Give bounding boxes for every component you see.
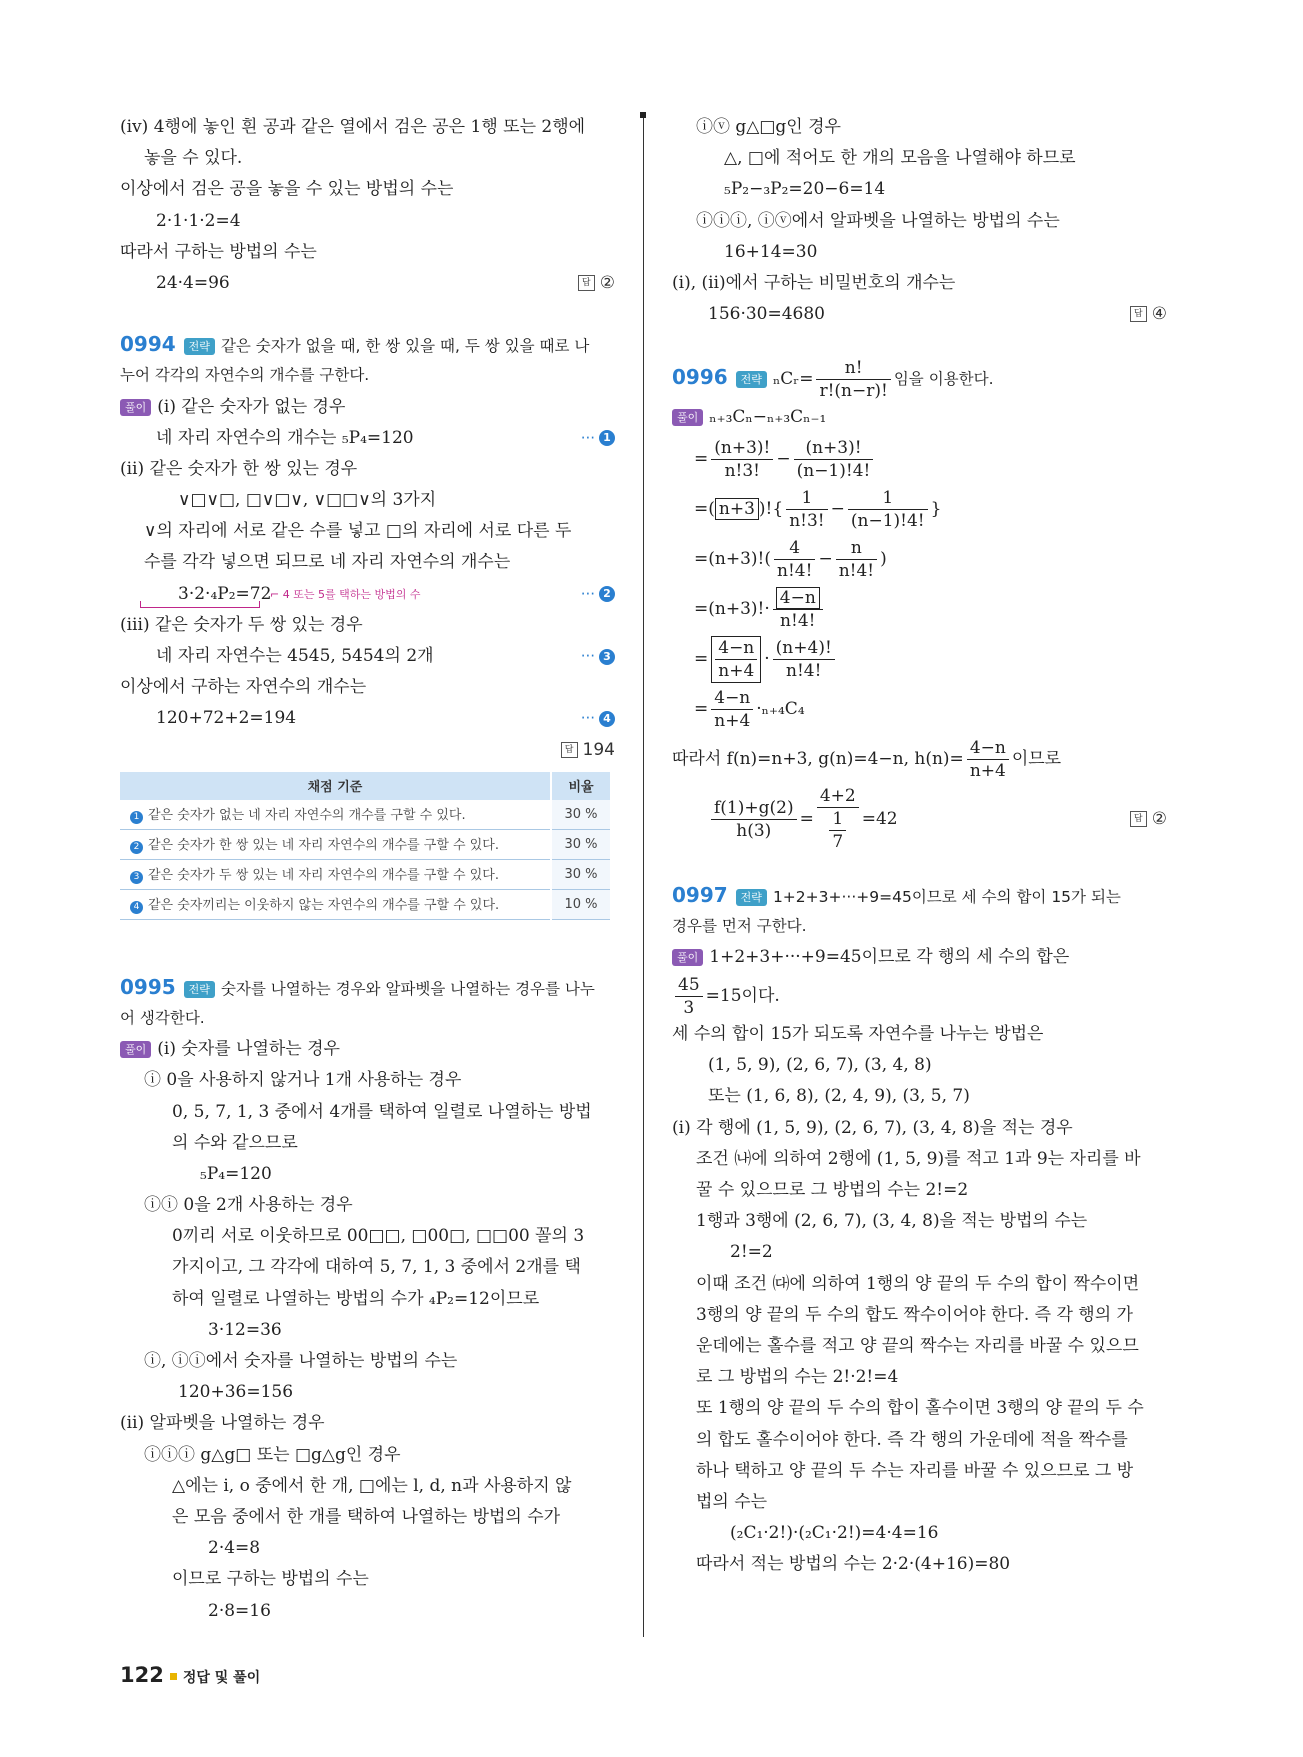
problem-header [120, 329, 615, 360]
text-line: 로 그 방법의 수는 2!·2!=4 [696, 1367, 899, 1388]
spacer [672, 854, 1167, 880]
text-line: (ⅲ) 같은 숫자가 두 쌍 있는 경우 [120, 614, 363, 635]
strategy-tag: 전략 [184, 338, 215, 355]
text-line: 2·4=8 [208, 1538, 261, 1559]
text-line: 156·30=4680 답 ④ [672, 299, 1167, 330]
answer-badge: 답 ② [578, 268, 615, 299]
equation-step: =(n+3)!· $\frac{4-n}{n!4!}$ [672, 584, 1167, 634]
strategy-tag: 전략 [736, 371, 767, 388]
strategy-text: 같은 숫자가 없을 때, 한 쌍 있을 때, 두 쌍 있을 때로 나 [220, 337, 590, 356]
footer-title: 정답 및 풀이 [182, 1670, 261, 1686]
text-line: 0끼리 서로 이웃하므로 00□□, □00□, □□00 꼴의 3 [172, 1226, 585, 1247]
problem-header [120, 972, 615, 1003]
problem-number: 0994 [120, 332, 176, 357]
number-icon: 4 [130, 901, 143, 914]
text-line [120, 268, 615, 299]
text-line: (ⅱ) 알파벳을 나열하는 경우 [120, 1413, 325, 1434]
answer-icon: 답 [1130, 306, 1147, 322]
equation-step: = $\frac{4-n}{n+4}$ · $\frac{(n+4)!}{n!4!}$ [672, 634, 1167, 684]
text-line: 법의 수는 [696, 1491, 768, 1512]
strategy-text: 숫자를 나열하는 경우와 알파벳을 나열하는 경우를 나누 [220, 979, 595, 998]
table-cell: 3 같은 숫자가 두 쌍 있는 네 자리 자연수의 개수를 구할 수 있다. [120, 859, 551, 889]
annotation-note: ⌐ 4 또는 5를 택하는 방법의 수 [270, 587, 421, 601]
table-cell: 10 % [551, 889, 610, 919]
page-footer [120, 1663, 260, 1687]
text-line: 3행의 양 끝의 두 수의 합도 짝수이어야 한다. 즉 각 행의 가 [696, 1304, 1133, 1325]
footer-square-icon [170, 1673, 177, 1680]
text-line: ⓘ, ⓘⓘ에서 숫자를 나열하는 방법의 수는 [144, 1351, 458, 1371]
number-icon: 2 [130, 841, 143, 854]
left-column [120, 112, 615, 1627]
answer-badge: 답 ④ [1130, 299, 1167, 330]
strategy-text: 누어 각각의 자연수의 개수를 구한다. [120, 366, 370, 385]
strategy-tag: 전략 [736, 889, 767, 906]
text-line: 의 합도 홀수이어야 한다. 즉 각 행의 가운데에 적을 짝수를 [696, 1429, 1128, 1450]
table-cell: 30 % [551, 800, 610, 830]
answer-badge: 답 194 [561, 735, 615, 766]
text-line: 조건 ㈏에 의하여 2행에 (1, 5, 9)를 적고 1과 9는 자리를 바 [696, 1148, 1141, 1169]
problem-number: 0995 [120, 974, 176, 999]
grading-table [120, 772, 610, 920]
spacer [672, 330, 1167, 352]
equation-step: $\frac{45}{3}$ =15이다. [672, 973, 1167, 1019]
table-cell: 30 % [551, 859, 610, 889]
table-cell: 2 같은 숫자가 한 쌍 있는 네 자리 자연수의 개수를 구할 수 있다. [120, 829, 551, 859]
text-line: 따라서 적는 방법의 수는 2·2·(4+16)=80 [696, 1554, 1011, 1575]
table-cell: 1 같은 숫자가 없는 네 자리 자연수의 개수를 구할 수 있다. [120, 800, 551, 830]
step-marker-1: ··· 1 [581, 423, 615, 454]
text-line: 풀이 1+2+3+···+9=45이므로 각 행의 세 수의 합은 [672, 942, 1167, 973]
text-line: 이상에서 구하는 자연수의 개수는 [120, 677, 367, 698]
answer-icon: 답 [1130, 811, 1147, 827]
step-marker-3: ··· 3 [581, 641, 615, 672]
solution-tag: 풀이 [672, 949, 703, 966]
text-line: 2!=2 [730, 1242, 773, 1263]
problem-number: 0996 [672, 365, 728, 390]
text-line: ∨□∨□, □∨□∨, ∨□□∨의 3가지 [178, 490, 437, 511]
text-line: 은 모음 중에서 한 개를 택하여 나열하는 방법의 수가 [172, 1506, 561, 1527]
solution-tag: 풀이 [120, 399, 151, 416]
text-line: ₅P₄=120 [200, 1163, 272, 1184]
text-line: 3·2·₄P₂=72 ⌐ 4 또는 5를 택하는 방법의 수 ··· 2 [120, 579, 615, 610]
table-row [120, 889, 610, 919]
fraction: $\frac{n!}{r!(n-r)!}$ [816, 357, 890, 402]
number-icon: 1 [130, 811, 143, 824]
text-line: 세 수의 합이 15가 되도록 자연수를 나누는 방법은 [672, 1024, 1044, 1045]
text-line: 수를 각각 넣으면 되므로 네 자리 자연수의 개수는 [144, 552, 511, 573]
strategy-text: 경우를 먼저 구한다. [672, 916, 807, 935]
text-line: 16+14=30 [724, 241, 818, 262]
text-line: ⓘⓥ g△□g인 경우 [696, 117, 841, 137]
text-line: ⓘⓘⓘ, ⓘⓥ에서 알파벳을 나열하는 방법의 수는 [696, 210, 1060, 231]
text-line: (ⅳ) 4행에 놓인 흰 공과 같은 열에서 검은 공은 1행 또는 2행에 [120, 117, 586, 137]
number-icon: 3 [130, 871, 143, 884]
text-line: 이때 조건 ㈐에 의하여 1행의 양 끝의 두 수의 합이 짝수이면 [696, 1273, 1140, 1294]
text-line: 2·1·1·2=4 [156, 210, 241, 231]
text-line: 풀이 (ⅰ) 숫자를 나열하는 경우 [120, 1034, 615, 1065]
text-line: 120+36=156 [178, 1382, 294, 1403]
answer-badge: 답 ② [1130, 784, 1167, 854]
text-line: △, □에 적어도 한 개의 모음을 나열해야 하므로 [724, 148, 1076, 169]
step-marker-4: ··· 4 [581, 703, 615, 734]
text-line: 네 자리 자연수는 4545, 5454의 2개 ··· 3 [120, 641, 615, 672]
annotation-bracket [140, 601, 260, 608]
text-line: 풀이 (ⅰ) 같은 숫자가 없는 경우 [120, 392, 615, 423]
text-line: (₂C₁·2!)·(₂C₁·2!)=4·4=16 [730, 1523, 939, 1544]
text-line: 풀이 ₙ₊₃Cₙ−ₙ₊₃Cₙ₋₁ [672, 402, 1167, 433]
table-row [120, 800, 610, 830]
text-line: 또는 (1, 6, 8), (2, 4, 9), (3, 5, 7) [708, 1086, 970, 1107]
text-line: 2·8=16 [208, 1600, 271, 1621]
equation-step: $\frac{f(1)+g(2)}{h(3)}$ = $\frac{4+2}{\frac{1}{7}}$ =42 답 ② [672, 784, 1167, 854]
problem-header [672, 880, 1167, 911]
table-cell: 4 같은 숫자끼리는 이웃하지 않는 자연수의 개수를 구할 수 있다. [120, 889, 551, 919]
problem-number: 0997 [672, 882, 728, 907]
text-line: 운데에는 홀수를 적고 양 끝의 짝수는 자리를 바꿀 수 있으므 [696, 1335, 1139, 1356]
text-line: 가지이고, 그 각각에 대하여 5, 7, 1, 3 중에서 2개를 택 [172, 1257, 581, 1278]
text-line: ∨의 자리에 서로 같은 수를 넣고 □의 자리에 서로 다른 두 [144, 521, 572, 542]
text-line: 0, 5, 7, 1, 3 중에서 4개를 택하여 일렬로 나열하는 방법 [172, 1101, 592, 1122]
text-line: 이므로 구하는 방법의 수는 [172, 1569, 369, 1590]
divider-dot [640, 112, 646, 118]
conclusion-line: 따라서 f(n)=n+3, g(n)=4−n, h(n)= $\frac{4-n}{n+4}$ 이므로 [672, 737, 1062, 781]
equation-step: =(n+3)!( $\frac{4}{n!4!}$ − $\frac{n}{n!4!}$ ) [694, 537, 887, 581]
solution-tag: 풀이 [672, 409, 703, 426]
text-line: 또 1행의 양 끝의 두 수의 합이 홀수이면 3행의 양 끝의 두 수 [696, 1398, 1144, 1419]
text-line: (1, 5, 9), (2, 6, 7), (3, 4, 8) [708, 1055, 932, 1076]
equation-step: = $\frac{(n+3)!}{n!3!}$ − $\frac{(n+3)!}{(n-1)!4!}$ [672, 434, 1167, 484]
strategy-tag: 전략 [184, 981, 215, 998]
text-line: 따라서 구하는 방법의 수는 [120, 241, 317, 262]
step-marker-2: ··· 2 [581, 579, 615, 610]
answer-icon: 답 [578, 275, 595, 291]
text-line: 꿀 수 있으므로 그 방법의 수는 2!=2 [696, 1180, 969, 1200]
equation: 24·4=96 [156, 272, 230, 293]
text-line: 네 자리 자연수의 개수는 ₅P₄=120 ··· 1 [120, 423, 615, 454]
text-line: 3·12=36 [208, 1319, 282, 1340]
table-header-row [120, 772, 610, 800]
text-line: 120+72+2=194 ··· 4 [120, 703, 615, 734]
text-line: 1행과 3행에 (2, 6, 7), (3, 4, 8)을 적는 방법의 수는 [696, 1211, 1088, 1232]
text-line: (ⅱ) 같은 숫자가 한 쌍 있는 경우 [120, 458, 358, 479]
strategy-text: 어 생각한다. [120, 1008, 205, 1027]
table-header: 채점 기준 [120, 772, 551, 800]
table-cell: 30 % [551, 829, 610, 859]
spacer [120, 299, 615, 329]
table-header: 비율 [551, 772, 610, 800]
text-line: 이상에서 검은 공을 놓을 수 있는 방법의 수는 [120, 179, 454, 200]
table-row [120, 859, 610, 889]
text-line: ₅P₂−₃P₂=20−6=14 [724, 179, 886, 200]
right-column [672, 112, 1167, 1580]
text-line: 놓을 수 있다. [144, 148, 243, 169]
text-line: (ⅰ) 각 행에 (1, 5, 9), (2, 6, 7), (3, 4, 8)을 적는 경우 [672, 1117, 1073, 1138]
text-line [120, 735, 615, 766]
text-line: ⓘⓘ 0을 2개 사용하는 경우 [144, 1195, 353, 1216]
text-line: 하여 일렬로 나열하는 방법의 수가 ₄P₂=12이므로 [172, 1288, 540, 1309]
page-number: 122 [120, 1663, 164, 1687]
text-line: ⓘ 0을 사용하지 않거나 1개 사용하는 경우 [144, 1070, 462, 1091]
text-line: ⓘⓘⓘ g△g□ 또는 □g△g인 경우 [144, 1444, 401, 1465]
equation-step: =( n+3 )!{ $\frac{1}{n!3!}$ − $\frac{1}{(n-1)!4!}$ } [694, 487, 942, 531]
column-divider [643, 112, 644, 1637]
table-row [120, 829, 610, 859]
equation-step: = $\frac{4-n}{n+4}$ ·ₙ₊₄C₄ [694, 687, 805, 731]
spacer [120, 920, 615, 972]
solution-tag: 풀이 [120, 1041, 151, 1058]
text-line: 하나 택하고 양 끝의 두 수는 자리를 바꿀 수 있으므로 그 방 [696, 1460, 1134, 1481]
problem-header: 0996 전략 ₙCᵣ= $\frac{n!}{r!(n-r)!}$ 임을 이용한다. [672, 358, 994, 402]
text-line: △에는 i, o 중에서 한 개, □에는 l, d, n과 사용하지 않 [172, 1475, 572, 1496]
text-line: (ⅰ), (ⅱ)에서 구하는 비밀번호의 개수는 [672, 272, 956, 293]
answer-icon: 답 [561, 742, 578, 758]
text-line: 의 수와 같으므로 [172, 1132, 298, 1153]
strategy-text: 1+2+3+···+9=45이므로 세 수의 합이 15가 되는 [772, 887, 1121, 906]
